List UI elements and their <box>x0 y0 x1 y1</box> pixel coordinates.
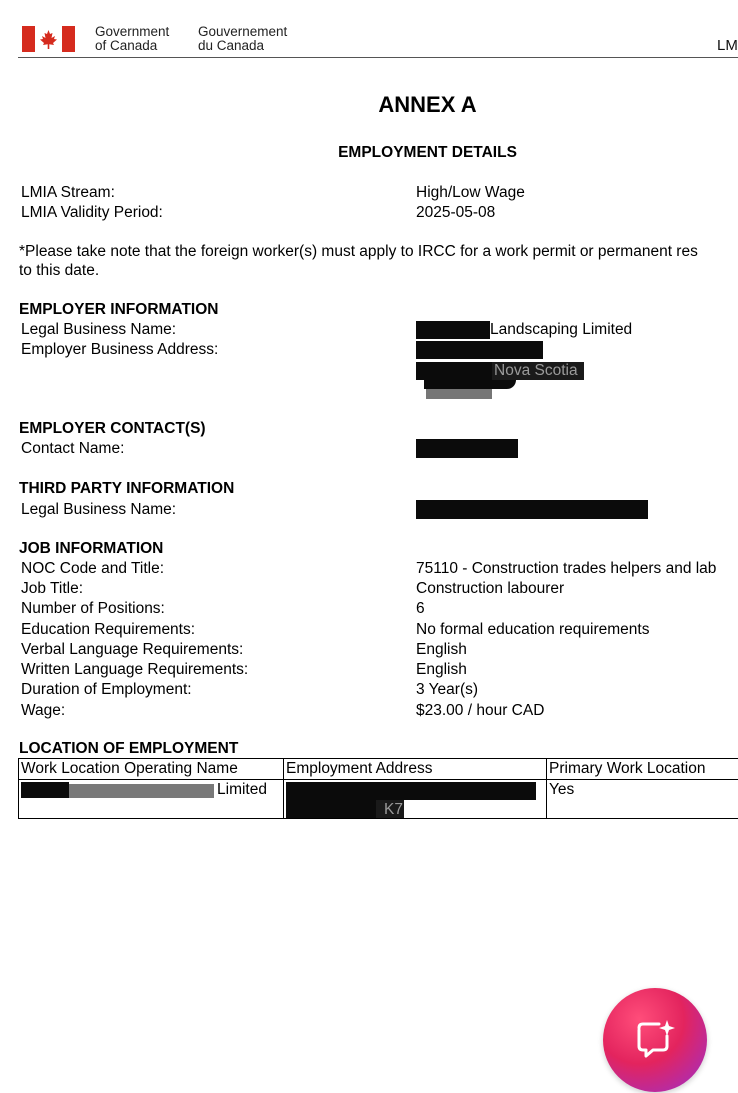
redaction-block <box>424 380 516 389</box>
table-row <box>19 780 738 819</box>
job-label-wage: Wage: <box>21 702 66 719</box>
ai-assistant-fab[interactable] <box>603 988 707 1092</box>
lmia-validity-value: 2025-05-08 <box>416 204 496 221</box>
page-title: ANNEX A <box>378 92 477 117</box>
address-fragment: K7 <box>384 801 403 818</box>
redaction-block <box>416 341 543 359</box>
employer-contact-heading: EMPLOYER CONTACT(S) <box>19 420 206 437</box>
redaction-block <box>69 784 214 798</box>
gouvernement-du-canada-fr: Gouvernement du Canada <box>198 24 288 53</box>
employer-address-label: Employer Business Address: <box>21 341 219 358</box>
employer-legal-name-value: Landscaping Limited <box>490 321 633 338</box>
job-label-written-language: Written Language Requirements: <box>21 661 249 678</box>
location-table <box>18 758 738 819</box>
table-header-cell: Primary Work Location <box>547 759 738 780</box>
job-value-wage: $23.00 / hour CAD <box>416 702 545 719</box>
table-cell-operating-name <box>19 780 284 819</box>
job-label-education: Education Requirements: <box>21 621 196 638</box>
job-value-education: No formal education requirements <box>416 621 650 638</box>
operating-name-fragment: Limited <box>217 781 267 798</box>
redaction-block <box>416 362 492 380</box>
job-value-written-language: English <box>416 661 467 678</box>
job-value-positions: 6 <box>416 600 425 617</box>
header-divider <box>18 57 738 58</box>
employer-info-heading: EMPLOYER INFORMATION <box>19 301 219 318</box>
redaction-block <box>416 321 490 339</box>
job-value-duration: 3 Year(s) <box>416 681 479 698</box>
redaction-block <box>21 782 69 798</box>
job-label-positions: Number of Positions: <box>21 600 165 617</box>
header-right-fragment: LM <box>717 37 738 54</box>
redaction-block <box>286 800 376 818</box>
employer-legal-name-label: Legal Business Name: <box>21 321 177 338</box>
ai-chat-sparkle-icon <box>633 1018 677 1062</box>
job-label-duration: Duration of Employment: <box>21 681 192 698</box>
employer-address-province: Nova Scotia <box>494 362 578 379</box>
job-label-title: Job Title: <box>21 580 84 597</box>
redaction-block <box>426 389 492 399</box>
job-value-noc: 75110 - Construction trades helpers and lab <box>416 560 717 577</box>
job-value-title: Construction labourer <box>416 580 565 597</box>
third-party-heading: THIRD PARTY INFORMATION <box>19 480 235 497</box>
third-party-legal-name-label: Legal Business Name: <box>21 501 177 518</box>
job-label-noc: NOC Code and Title: <box>21 560 165 577</box>
note-line-2: to this date. <box>19 262 100 279</box>
contact-name-label: Contact Name: <box>21 440 125 457</box>
job-label-verbal-language: Verbal Language Requirements: <box>21 641 244 658</box>
location-heading: LOCATION OF EMPLOYMENT <box>19 740 239 757</box>
section-subtitle: EMPLOYMENT DETAILS <box>338 144 517 161</box>
government-of-canada-en: Government of Canada <box>95 24 170 53</box>
lmia-stream-label: LMIA Stream: <box>21 184 115 201</box>
lmia-stream-value: High/Low Wage <box>416 184 525 201</box>
table-cell-primary-location: Yes <box>547 780 738 819</box>
lmia-validity-label: LMIA Validity Period: <box>21 204 163 221</box>
redaction-block <box>416 439 518 458</box>
job-value-verbal-language: English <box>416 641 467 658</box>
job-info-heading: JOB INFORMATION <box>19 540 164 557</box>
redaction-block <box>416 500 648 519</box>
redaction-block <box>286 782 536 800</box>
table-header-cell: Employment Address <box>284 759 547 780</box>
table-cell-address <box>284 780 547 819</box>
table-header-row <box>19 759 738 780</box>
note-line-1: *Please take note that the foreign worker(s) must apply to IRCC for a work permit or permanent res <box>19 243 698 260</box>
table-header-cell: Work Location Operating Name <box>19 759 284 780</box>
canada-flag-icon <box>22 26 75 52</box>
